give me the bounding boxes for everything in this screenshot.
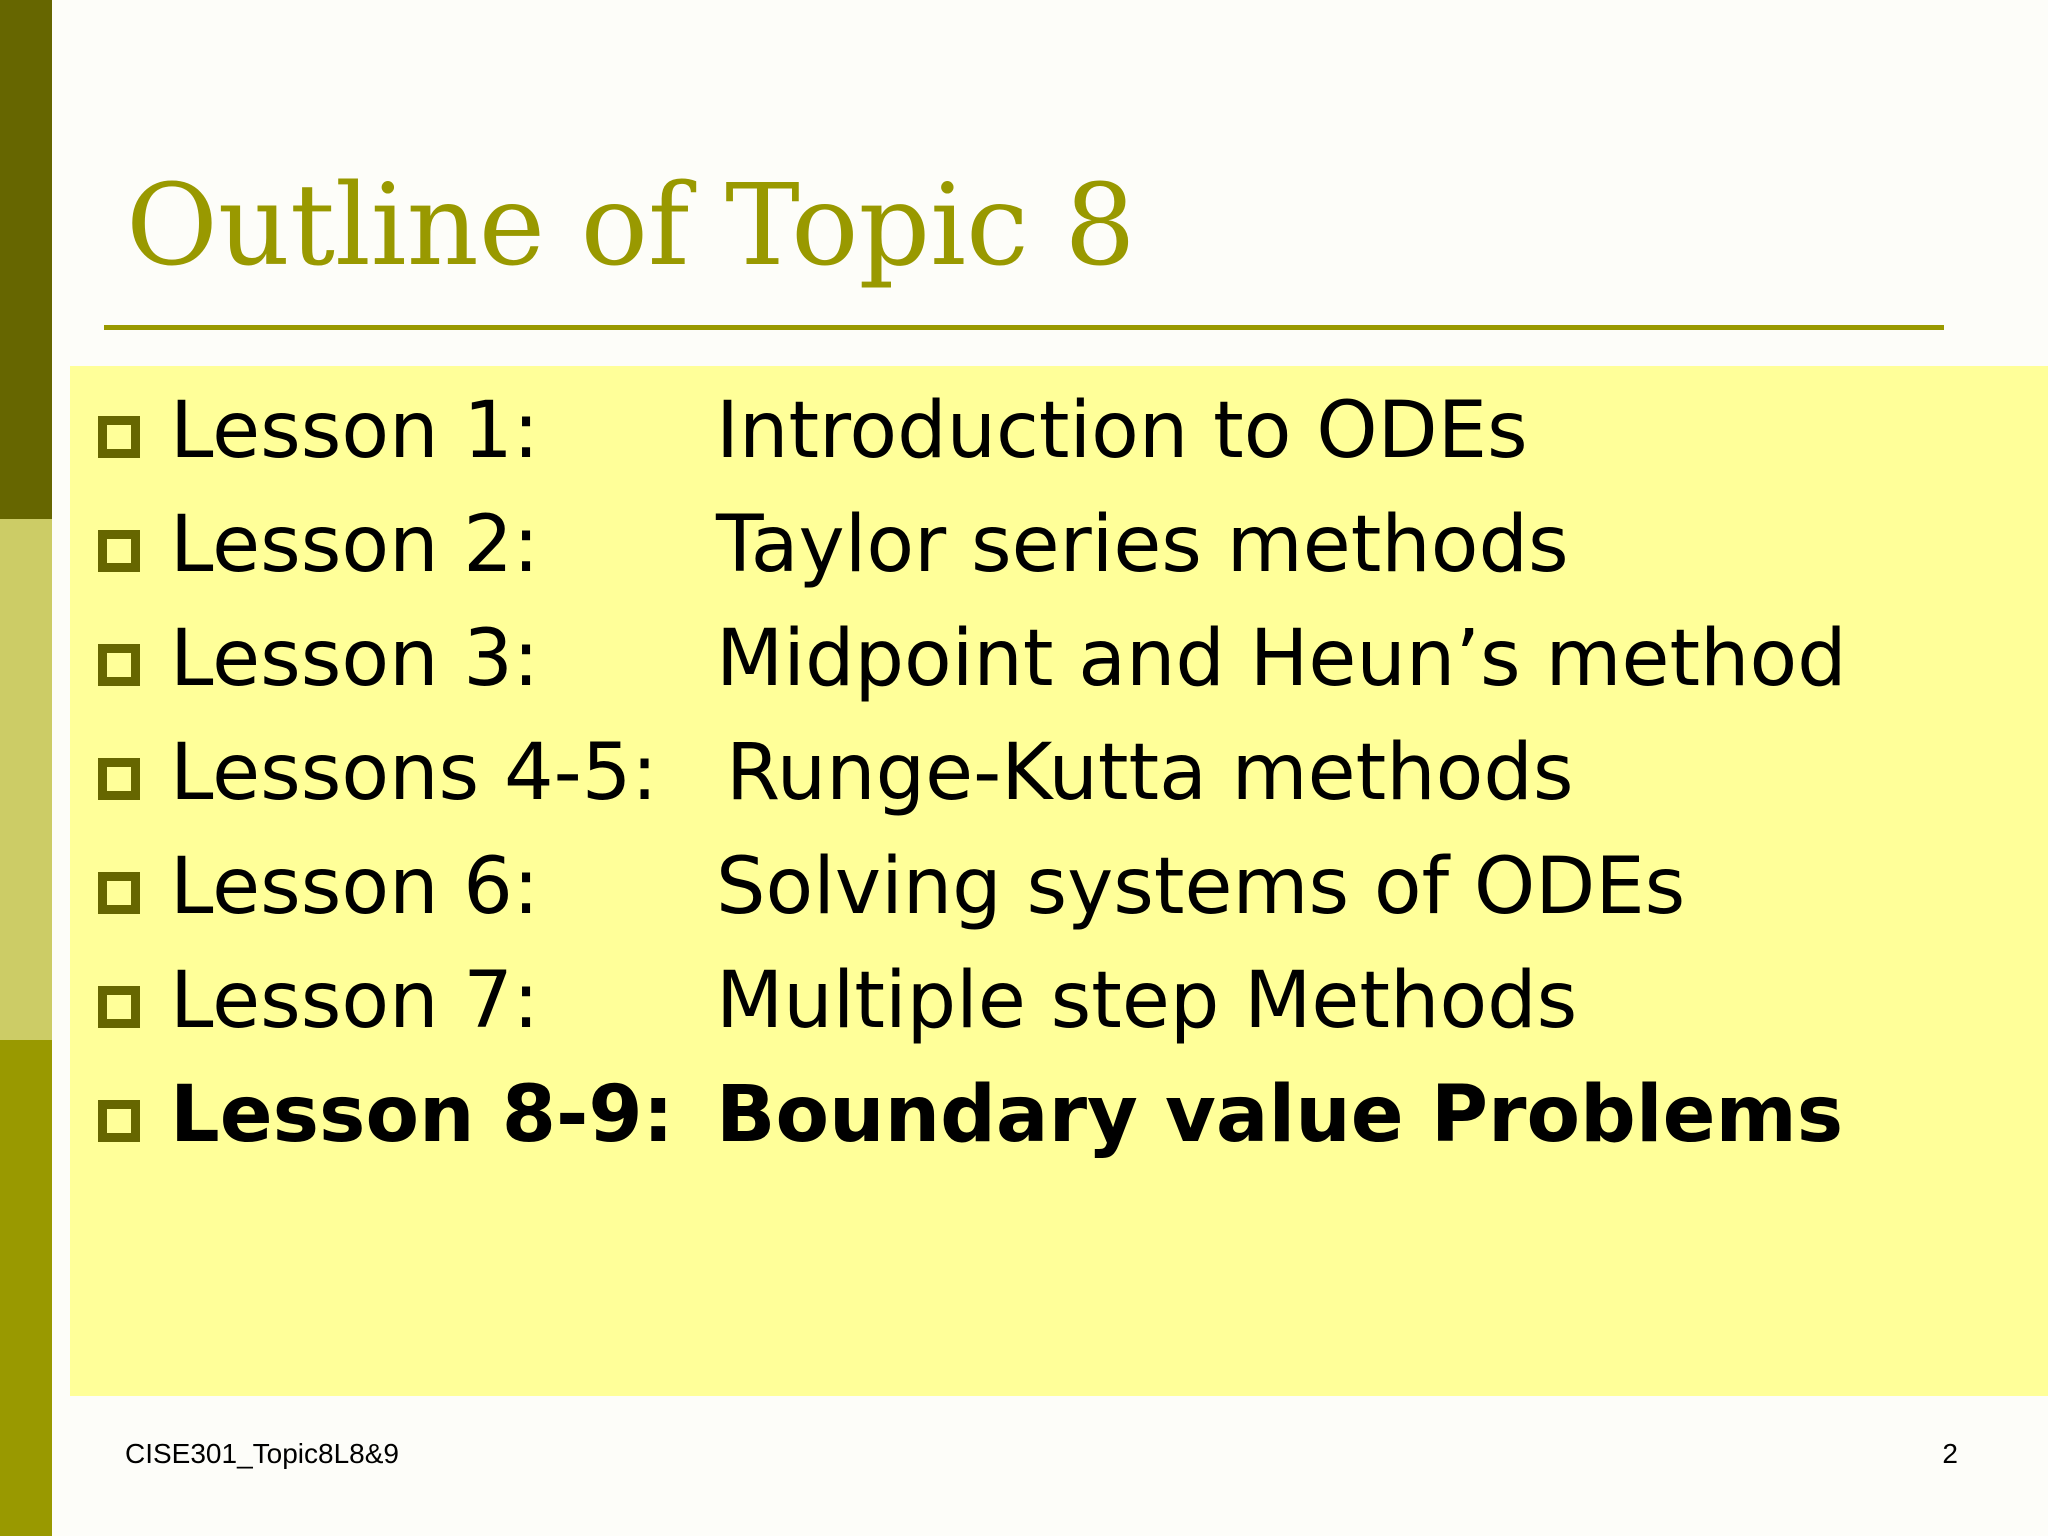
side-decoration-bar-middle xyxy=(0,519,52,1040)
square-bullet-icon xyxy=(98,1100,140,1142)
lesson-topic: Runge-Kutta methods xyxy=(726,728,1574,818)
square-bullet-icon xyxy=(98,872,140,914)
lesson-label: Lessons 4-5: xyxy=(170,728,658,818)
content-panel xyxy=(70,366,2048,1396)
lesson-label: Lesson 1: xyxy=(170,386,540,476)
lesson-topic: Solving systems of ODEs xyxy=(716,842,1686,932)
lesson-topic: Taylor series methods xyxy=(716,500,1569,590)
outline-item-lesson-3 xyxy=(70,604,1970,714)
outline-item-lesson-2 xyxy=(70,490,1970,600)
lesson-label: Lesson 2: xyxy=(170,500,540,590)
square-bullet-icon xyxy=(98,644,140,686)
square-bullet-icon xyxy=(98,986,140,1028)
outline-item-lesson-6 xyxy=(70,832,1970,942)
outline-item-lesson-1 xyxy=(70,376,1970,486)
lesson-label: Lesson 7: xyxy=(170,956,540,1046)
lesson-label: Lesson 3: xyxy=(170,614,540,704)
footer-course-label: CISE301_Topic8L8&9 xyxy=(125,1438,399,1469)
title-underline xyxy=(104,325,1944,330)
outline-item-lesson-8-9 xyxy=(70,1060,1970,1170)
outline-item-lesson-7 xyxy=(70,946,1970,1056)
lesson-topic: Midpoint and Heun’s method xyxy=(716,614,1847,704)
lesson-topic: Introduction to ODEs xyxy=(716,386,1528,476)
slide-title: Outline of Topic 8 xyxy=(126,161,1136,291)
square-bullet-icon xyxy=(98,530,140,572)
square-bullet-icon xyxy=(98,758,140,800)
side-decoration-bar-top xyxy=(0,0,52,519)
outline-item-lessons-4-5 xyxy=(70,718,1970,828)
lesson-topic: Multiple step Methods xyxy=(716,956,1578,1046)
lesson-topic: Boundary value Problems xyxy=(716,1070,1844,1160)
side-decoration-bar-bottom xyxy=(0,1040,52,1536)
slide-page-number: 2 xyxy=(1942,1438,1958,1469)
lesson-label: Lesson 6: xyxy=(170,842,540,932)
lesson-label: Lesson 8-9: xyxy=(170,1070,674,1160)
square-bullet-icon xyxy=(98,416,140,458)
